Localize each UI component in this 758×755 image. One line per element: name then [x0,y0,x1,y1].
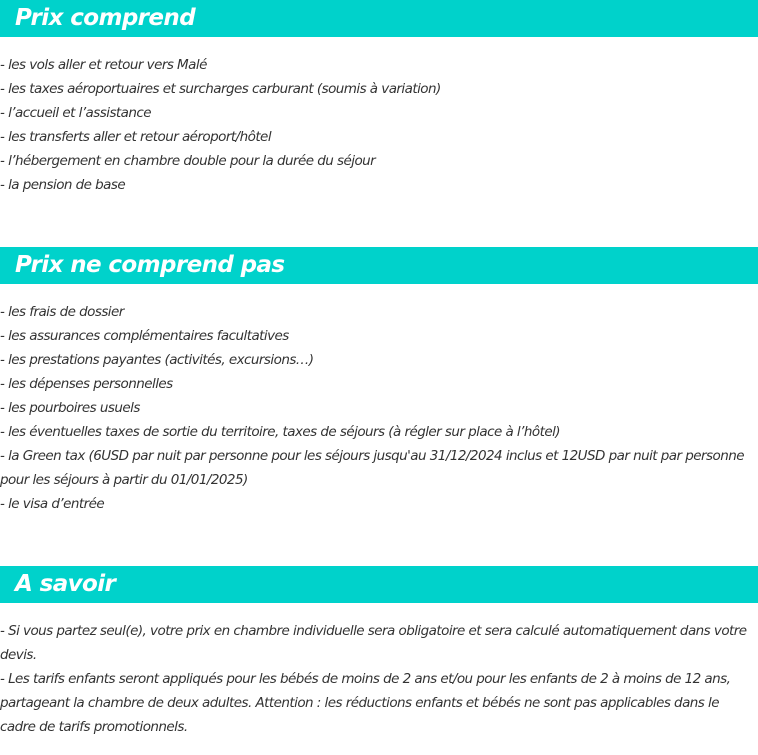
list-item: - les prestations payantes (activités, excursions…) [0,352,314,368]
section-title: Prix comprend [15,5,196,31]
section-header-not-included [0,247,758,284]
list-item: - la pension de base [0,177,126,193]
list-item: - les taxes aéroportuaires et surcharges carburant (soumis à variation) [0,81,441,97]
section-title: A savoir [15,571,116,597]
list-item: - les assurances complémentaires facultatives [0,328,289,344]
info-paragraph: - Les tarifs enfants seront appliqués pour les bébés de moins de 2 ans et/ou pour les enfants de 2 à moins de 12 ans, partageant la chambre de deux adultes. Attention : les réductions enfants et bébés ne sont pas applicables dans le cadre de tarifs promotionnels. [0,671,731,735]
section-header-good-to-know [0,566,758,603]
section-title: Prix ne comprend pas [15,252,285,278]
list-item: - l’hébergement en chambre double pour la durée du séjour [0,153,376,169]
list-item: - l’accueil et l’assistance [0,105,152,121]
good-to-know-text [0,619,758,739]
list-item: - les éventuelles taxes de sortie du territoire, taxes de séjours (à régler sur place à l’hôtel) [0,424,561,440]
included-list [0,53,758,197]
list-item: - le visa d’entrée [0,496,105,512]
list-item: - les pourboires usuels [0,400,140,416]
list-item: - les transferts aller et retour aéroport/hôtel [0,129,272,145]
info-paragraph: - Si vous partez seul(e), votre prix en chambre individuelle sera obligatoire et sera calculé automatiquement dans votre devis. [0,623,747,663]
list-item: - les dépenses personnelles [0,376,173,392]
list-item: - les vols aller et retour vers Malé [0,57,207,73]
not-included-list [0,300,758,516]
section-header-included [0,0,758,37]
list-item: - la Green tax (6USD par nuit par personne pour les séjours jusqu'au 31/12/2024 inclus et 12USD par nuit par personne pour les séjours à partir du 01/01/2025) [0,448,744,488]
list-item: - les frais de dossier [0,304,124,320]
